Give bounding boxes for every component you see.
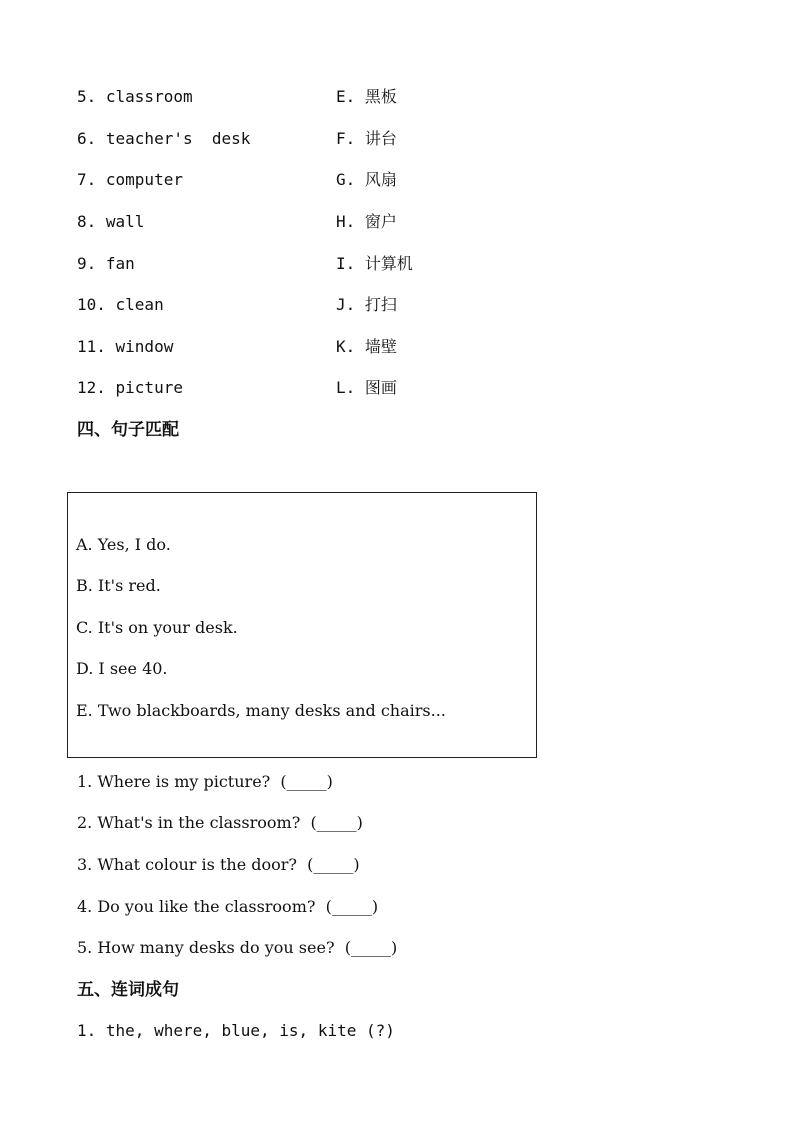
vocab-row-8 — [0, 212, 600, 234]
option-b: B. It's red. — [76, 576, 161, 595]
vocab-english: 10. clean — [77, 295, 164, 314]
vocab-chinese: L. 图画 — [336, 378, 397, 397]
vocab-chinese: I. 计算机 — [336, 254, 413, 273]
vocab-chinese: H. 窗户 — [336, 212, 397, 231]
vocab-chinese: E. 黑板 — [336, 87, 397, 106]
vocab-row-10 — [0, 295, 600, 317]
vocab-english: 6. teacher's desk — [77, 129, 251, 148]
vocab-chinese: G. 风扇 — [336, 170, 397, 189]
vocab-row-11 — [0, 337, 600, 359]
question-4: 4. Do you like the classroom? (_____) — [77, 897, 379, 916]
vocab-row-5 — [0, 87, 600, 109]
question-3: 3. What colour is the door? (_____) — [77, 855, 360, 874]
vocab-english: 8. wall — [77, 212, 145, 231]
vocab-english: 11. window — [77, 337, 174, 356]
question-1: 1. Where is my picture? (_____) — [77, 772, 333, 791]
vocab-english: 12. picture — [77, 378, 183, 397]
question-2: 2. What's in the classroom? (_____) — [77, 813, 363, 832]
option-c: C. It's on your desk. — [76, 618, 238, 637]
vocab-row-6 — [0, 129, 600, 151]
vocab-english: 7. computer — [77, 170, 183, 189]
vocab-english: 9. fan — [77, 254, 135, 273]
vocab-english: 5. classroom — [77, 87, 193, 106]
option-e: E. Two blackboards, many desks and chairs... — [76, 701, 446, 720]
section-4-heading: 四、句子匹配 — [77, 420, 179, 440]
vocab-row-9 — [0, 254, 600, 276]
question-5: 5. How many desks do you see? (_____) — [77, 938, 398, 957]
answer-options-box — [67, 492, 537, 758]
option-a: A. Yes, I do. — [76, 535, 171, 554]
vocab-row-7 — [0, 170, 600, 192]
vocab-chinese: F. 讲台 — [336, 129, 397, 148]
vocab-chinese: K. 墙壁 — [336, 337, 397, 356]
section-5-heading: 五、连词成句 — [77, 980, 179, 1000]
vocab-chinese: J. 打扫 — [336, 295, 397, 314]
option-d: D. I see 40. — [76, 659, 168, 678]
vocab-row-12 — [0, 378, 600, 400]
sentence-item-1: 1. the, where, blue, is, kite (?) — [77, 1021, 395, 1040]
